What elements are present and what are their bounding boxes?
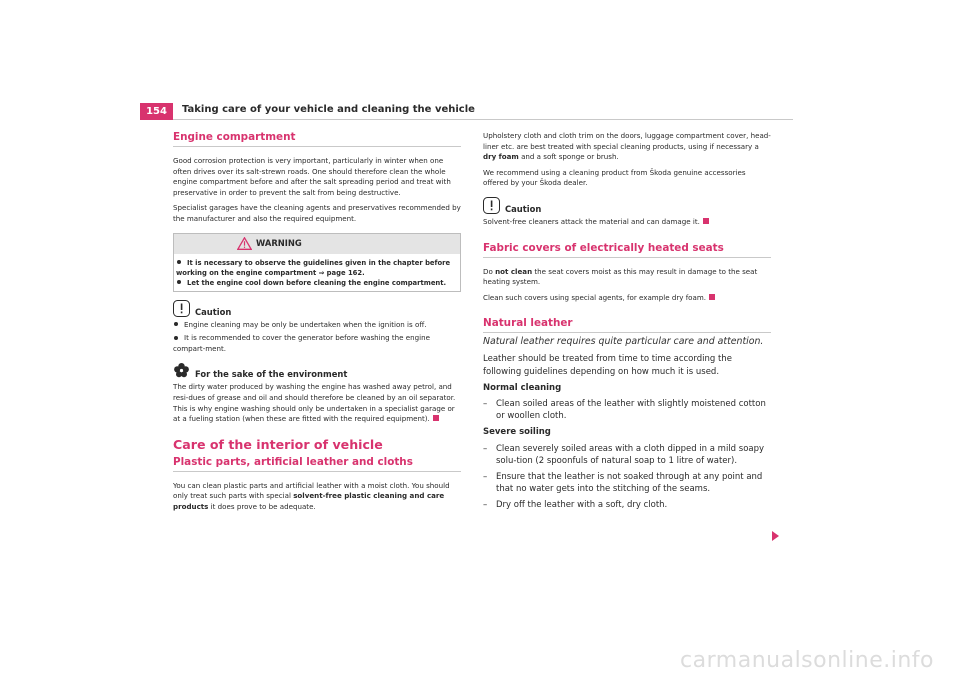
- bullet: [174, 322, 178, 326]
- section-title-engine: Engine compartment: [173, 131, 461, 147]
- page-header: [140, 103, 793, 119]
- end-marker-icon: [703, 218, 709, 224]
- right-column: [483, 131, 771, 516]
- caution-text: Solvent-free cleaners attack the material and can damage it.: [483, 217, 771, 228]
- section-title-plastic: Plastic parts, artificial leather and cloths: [173, 456, 461, 472]
- paragraph: Good corrosion protection is very important, particularly in winter when one often drives over its salt-strewn roads. One should therefore clean the whole engine compartment before and after the salt spreading period and treat with preservative in order to prevent the salt from being destructive.: [173, 156, 451, 197]
- caution-header: [173, 300, 461, 320]
- warning-triangle-icon: [237, 237, 252, 250]
- paragraph: Leather should be treated from time to time according the following guidelines depending on how much it is used.: [483, 354, 732, 377]
- step-item: – Clean severely soiled areas with a cloth dipped in a mild soapy solu-tion (2 spoonfuls of natural soap to 1 litre of water).: [483, 443, 765, 466]
- step-item: – Dry off the leather with a soft, dry cloth.: [483, 500, 668, 511]
- step-item: – Ensure that the leather is not soaked through at any point and that no water gets into the stitching of the seams.: [483, 471, 763, 495]
- warning-box: [173, 233, 461, 292]
- environment-text: The dirty water produced by washing the engine has washed away petrol, and resi-dues of grease and oil and should therefore be cleaned by an oil separator. This is why engine washing should only be undertaken in a specialist garage or at a fueling station (when these are fitted with the required equipment).: [173, 382, 456, 424]
- paragraph: Upholstery cloth and cloth trim on the doors, luggage compartment cover, head-liner etc. are best treated with special cleaning products, using if necessary a dry foam and a soft sponge or brush.: [483, 131, 771, 162]
- warning-title: WARNING: [256, 237, 302, 248]
- section-subtitle: Natural leather requires quite particular care and attention.: [483, 336, 764, 348]
- caution-header: [483, 197, 771, 217]
- paragraph: Specialist garages have the cleaning agents and preservatives recommended by the manufacturer and also the required equipment.: [173, 203, 461, 223]
- page-number: 154: [140, 103, 173, 120]
- step-item: – Clean soiled areas of the leather with slightly moistened cotton or woollen cloth.: [483, 398, 766, 422]
- section-title-fabric: Fabric covers of electrically heated seats: [483, 242, 771, 258]
- bullet: [177, 260, 181, 264]
- section-title-leather: Natural leather: [483, 317, 771, 333]
- caution-title: Caution: [505, 203, 542, 214]
- left-column: [173, 131, 461, 518]
- warning-item: It is necessary to observe the guidelines given in the chapter before working on the engine compartment ⇒ page 162.: [176, 258, 451, 277]
- paragraph: Clean such covers using special agents, for example dry foam.: [483, 293, 771, 304]
- header-rule: [173, 119, 793, 120]
- paragraph: You can clean plastic parts and artificial leather with a moist cloth. You should only treat such parts with special solvent-free plastic cleaning and care products it does prove to be adequate.: [173, 480, 450, 511]
- bullet: [174, 336, 178, 340]
- warning-item: Let the engine cool down before cleaning the engine compartment.: [176, 278, 458, 288]
- bullet: [177, 280, 181, 284]
- paragraph: Do not clean the seat covers moist as this may result in damage to the seat heating system.: [483, 266, 758, 287]
- end-marker-icon: [433, 415, 439, 421]
- caution-exclamation-icon: [483, 197, 500, 214]
- paragraph: We recommend using a cleaning product from Škoda genuine accessories offered by your Škoda dealer.: [483, 167, 746, 188]
- caution-item: It is recommended to cover the generator before washing the engine compart-ment.: [173, 333, 430, 353]
- chapter-title: Care of the interior of vehicle: [173, 436, 383, 452]
- caution-title: Caution: [195, 306, 232, 317]
- subheading-severe: Severe soiling: [483, 427, 551, 438]
- caution-exclamation-icon: [173, 300, 190, 317]
- environment-header: [173, 362, 461, 382]
- running-title: Taking care of your vehicle and cleaning the vehicle: [182, 104, 475, 115]
- caution-item: Engine cleaning may be only be undertaken when the ignition is off.: [173, 320, 461, 331]
- subheading-normal: Normal cleaning: [483, 382, 562, 393]
- environment-title: For the sake of the environment: [195, 369, 348, 380]
- warning-header: [174, 234, 460, 254]
- continue-arrow-icon: [772, 531, 779, 541]
- environment-flower-icon: [173, 362, 190, 379]
- end-marker-icon: [709, 294, 715, 300]
- watermark: carmanualsonline.info: [680, 648, 934, 673]
- warning-body: [174, 254, 460, 291]
